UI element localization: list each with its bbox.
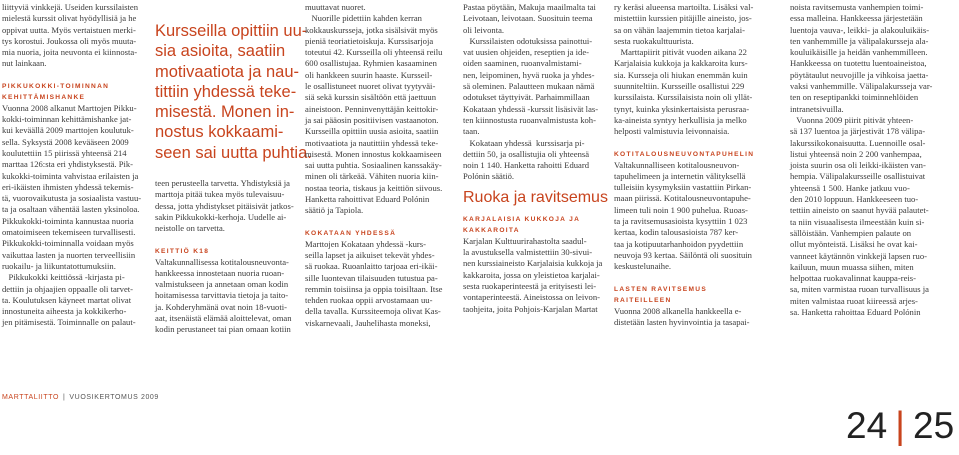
text-line: ollut myönteistä. Lisäksi he ovat kai-	[790, 239, 918, 250]
text-line: ruokailu- ja liikuntatottumuksiin.	[2, 260, 116, 271]
text-line: viskarnevaali, Jauhelihasta moneksi,	[305, 317, 431, 328]
text-line: kertaa, kodin talousasioista 787 ker-	[614, 227, 739, 238]
text-line: Hanketta rahoittivat Eduard Polónin	[305, 194, 430, 205]
text-line: ta ja osaltaan vähentää lasten yksinoloa.	[2, 204, 140, 215]
text-line: miten valmistaa ruoat kiireessä arjes-	[790, 295, 918, 306]
column-2	[155, 2, 312, 336]
text-line: marttaa 126:sta eri yhdistyksestä. Pik-	[2, 159, 134, 170]
column-3	[305, 2, 453, 329]
text-line: pieniä teoriatietoiskuja. Kurssisarjoja	[305, 35, 434, 46]
text-line: ka-aineista syntyy herkullisia ja melko	[614, 114, 747, 125]
col1-top-text	[2, 2, 150, 70]
text-line: tulleisiin kysymyksiin vastattiin Pirkan-	[614, 182, 752, 193]
text-line: sällöistään. Vanhempien palaute on	[790, 227, 912, 238]
col6-body-text	[790, 2, 946, 318]
text-line: taa ja kotipuutarhanhoidon pyydettiin	[614, 238, 744, 249]
text-line: tittiin yhdessä teke-	[155, 82, 297, 101]
text-line: ta niin visuaalisesta ilmeestään kuin si-	[790, 216, 925, 227]
text-line: liittyviä vinkkejä. Useiden kurssilaisten	[2, 2, 139, 12]
text-line: sesta ruokakulttuurista.	[614, 35, 694, 46]
text-line: vaikuttaa lasten ja nuorten terveellisiin	[2, 249, 136, 260]
text-line: nen kurssiaineisto Karjalaisia kukkoja ja	[463, 258, 603, 269]
text-line: Valtakunnalliseen kotitalousneuvon-	[614, 159, 740, 170]
text-line: ten vanhemmille ja välipalakursseja ala-	[790, 35, 929, 46]
text-line: luentoja vauva-, leikki- ja alakouluikäis-	[790, 24, 930, 35]
text-line: oli leivonta.	[463, 24, 505, 35]
text-line: Kursseilla opittiin uusia asioita, saatiin	[305, 126, 439, 137]
text-line: pöytätaulut neuvojille ja vihkoisa jaetta-	[790, 69, 929, 80]
text-line: Kursseilla opittiin uu-	[155, 22, 308, 40]
col2-body-text-b	[155, 257, 301, 336]
col5-body-text-b	[614, 160, 762, 273]
text-line: neuvoja 93 kertaa. Säilöntä oli suosituin	[614, 249, 752, 260]
text-line: motivaatiota ja nautittiin yhdessä teke-	[305, 137, 439, 148]
text-line: mia nuoria, joita neuvonta ei kiinnosta-	[2, 47, 138, 58]
text-line: kokki-toiminnan kehittämishanke jat-	[2, 114, 132, 125]
text-line: taohjeita, joita Pohjois-Karjalan Martat	[463, 303, 598, 314]
text-line: oli hankkeen suurin haaste. Kursseil-	[305, 69, 433, 80]
footer-separator: |	[62, 394, 66, 401]
text-line: intranetsivuilla.	[790, 103, 844, 114]
text-line: misestä. Monen in-	[155, 103, 295, 122]
text-line: seen sai uutta puhtia.	[155, 143, 312, 162]
text-line: taan.	[463, 126, 480, 137]
text-line: sa. Hanketta rahoittaa Eduard Polónin	[790, 307, 921, 318]
text-line: sia. Kursseja oli hiukan enemmän kuin	[614, 69, 748, 80]
text-line: vat uusien ohjeiden, reseptien ja ide-	[463, 47, 589, 58]
text-line: nut lainkaan.	[2, 58, 47, 69]
text-line: maan piirissä. Kotitalousneuvontapuhe-	[614, 193, 751, 204]
text-line: hankkeessa innostetaan nuoria ruoan-	[155, 267, 285, 278]
text-line: sä oleminen. Palautteen mukaan nämä	[463, 81, 595, 92]
text-line: neistolle on tarvetta.	[155, 223, 225, 234]
text-line: teen perusteella tarvetta. Yhdistyksiä ja	[155, 178, 290, 189]
text-line: minen oli tärkeää. Vähiten nuoria kiin-	[305, 171, 439, 182]
text-line: siä sekä kurssin sisältöön että jaettuun	[305, 92, 437, 103]
text-line: motivaatiota ja nau-	[155, 62, 299, 81]
text-line: mistettiin kurssien pitäjille aineisto, jos-	[614, 13, 752, 24]
text-line: Kokataan yhdessä kurssisarja pi-	[463, 137, 585, 148]
karjalaisia-heading: KARJALAISIA KUKKOJA JA KAKKAROITA	[463, 215, 580, 234]
text-line: dessa, jotta yhdistykset pitäisivät jatkos-	[155, 200, 294, 211]
text-line: hempia. Välipalakursseille osallistuivat	[790, 171, 926, 182]
text-line: la avustuksella valmistettiin 30-sivui-	[463, 247, 593, 258]
text-line: sa on vähän laajemmin tietoa karjalai-	[614, 24, 746, 35]
col3-body-text-b	[305, 239, 453, 329]
page-numbers	[846, 406, 954, 446]
footer-report: VUOSIKERTOMUS 2009	[69, 394, 159, 401]
text-line: sille luontevan tilaisuuden tutustua pa-	[305, 272, 438, 283]
text-line: mielestä kurssit olivat hyödyllisiä ja he	[2, 13, 137, 24]
text-line: Marttojen Kokataan yhdessä -kurs-	[305, 238, 426, 249]
text-line: Vuonna 2008 alkanella hankkeella e-	[614, 305, 742, 316]
text-line: kakkaroita, jossa on yleistietoa karjalai-	[463, 269, 600, 280]
text-line: tettiin aineisto on saanut hyvää palautet-	[790, 205, 929, 216]
column-4	[463, 2, 610, 315]
text-line: yhteensä 1 500. Hanke jatkuu vuo-	[790, 182, 910, 193]
text-line: hoitamisessa tarvittavia tietoja ja taito-	[155, 290, 289, 301]
text-line: eri-ikäisten ihmisten yhdessä tekemis-	[2, 181, 134, 192]
text-line: koulutettiin 15 piirissä yhteensä 214	[2, 147, 127, 158]
text-line: muuttavat nuoret.	[305, 2, 366, 12]
text-line: sai uutta puhtia. Sosiaalinen kanssakäy-	[305, 160, 442, 171]
footer	[2, 394, 159, 401]
text-line: Karjalaisia kukkoja ja kakkaroita kurs-	[614, 58, 748, 69]
col4-body-text-b	[463, 236, 610, 315]
text-line: sa, miten varmistaa ruoan turvallisuus ja	[790, 284, 929, 295]
col5-body-text-c	[614, 306, 762, 329]
text-line: keskustelunaihe.	[614, 261, 672, 272]
text-line: Pastaa pöytään, Makuja maailmalta tai	[463, 2, 596, 12]
pikkukokki-heading: PIKKUKOKKI-TOIMINNAN KEHITTÄMISHANKE	[2, 82, 110, 101]
text-line: Kokataan yhdessä -kurssit lisäsivät las-	[463, 103, 599, 114]
text-line: tapuhelimeen ja internetin välityksellä	[614, 170, 746, 181]
text-line: kukokki-toiminta vahvistaa erilaisten ja	[2, 170, 139, 181]
text-line: oiden saaminen, ruoanvalmistami-	[463, 58, 582, 69]
text-line: innostuneita aiheesta ja kokkikerho-	[2, 306, 127, 317]
text-line: 600 osallistujaa. Ryhmien kasaaminen	[305, 58, 437, 69]
text-line: vanneet käytännön vinkkejä lapsen ruo-	[790, 250, 927, 261]
text-line: ry keräsi alueensa martoilta. Lisäksi val-	[614, 2, 754, 12]
text-line: oppivat uutta. Myös vertaistuen merki-	[2, 24, 136, 35]
text-line: ja. Kohderyhmänä ovat noin 18-vuoti-	[155, 301, 287, 312]
text-line: noista ravitsemusta vanhempien toimi-	[790, 2, 924, 12]
page-number-left: 24	[846, 405, 888, 446]
text-line: Kurssilaisten odotuksissa painottui-	[463, 35, 593, 46]
kokataan-heading: KOKATAAN YHDESSÄ	[305, 229, 397, 237]
text-line: Marttapiirit pitivät vuoden aikana 22	[614, 47, 747, 58]
text-line: essa malleina. Hankkeessa järjestetään	[790, 13, 923, 24]
text-line: valmistukseen ja annetaan oman kodin	[155, 279, 289, 290]
text-line: Pikkukokki keittiössä -kirjasta pi-	[2, 272, 125, 283]
text-line: Vuonna 2008 alkanut Marttojen Pikku-	[2, 102, 137, 113]
text-line: remmin toisiinsa ja oppia toisiltaan. Itse	[305, 283, 443, 294]
col5-body-text-a	[614, 2, 762, 138]
page-number-separator: |	[895, 405, 906, 447]
text-line: Pikkukokki-toiminta kannustaa nuoria	[2, 215, 134, 226]
text-line: seilla lapset ja aikuiset tekevät yhdes-	[305, 249, 435, 260]
text-line: ten kiinnostusta ruoanvalmistusta koh-	[463, 114, 596, 125]
text-line: Pikkukokki-toiminnalla voidaan myös	[2, 238, 134, 249]
text-line: sesta ruokaperinteestä ja erityisesti lei-	[463, 280, 597, 291]
text-line: omatoimiseen tekemiseen turvallisesti.	[2, 227, 136, 238]
text-line: dettiin 50, ja osallistujia oli yhteensä	[463, 148, 590, 159]
text-line: vontaperinteestä. Aineistossa on leivon-	[463, 292, 600, 303]
text-line: toteutui 42. Kursseilla oli yhteensä reilu	[305, 47, 443, 58]
text-line: tynyt, kuinka yksinkertaisista perusraa-	[614, 103, 750, 114]
text-line: Karjalan Kulttuurirahastolta saadul-	[463, 235, 587, 246]
col4-body-text-a	[463, 2, 610, 183]
text-line: tehden ruokaa oppii arvostamaan uu-	[305, 295, 433, 306]
text-line: noin 1 140. Hanketta rahoitti Eduard	[463, 160, 590, 171]
text-line: misestä. Monen innostus kokkaamiseen	[305, 148, 442, 159]
text-line: aineistoon. Penninvenyttäjän keittokir-	[305, 103, 439, 114]
text-line: sakin Pikkukokki-kerhoja. Uudelle ai-	[155, 211, 287, 222]
text-line: lakurssikokonaisuutta. Luennoille osal-	[790, 137, 926, 148]
page-number-right: 25	[913, 405, 955, 446]
text-line: nostaa teoria, tiskaus ja keittiön siivous.	[305, 182, 443, 193]
text-line: sia asioita, saatiin	[155, 42, 286, 61]
text-line: le osallistuneet nuoret olivat tyytyväi-	[305, 81, 436, 92]
text-line: kui keväällä 2009 marttojen koulutuk-	[2, 125, 134, 136]
text-line: dettiin ja ohjaajien oppaalle oli tarvet-	[2, 283, 134, 294]
text-line: Valtakunnallisessa kotitalousneuvonta-	[155, 256, 289, 267]
text-line: della tavalla. Kurssiteemoja olivat Kas-	[305, 306, 441, 317]
col1-body-text	[2, 103, 150, 329]
text-line: Hankkeessa on tuotettu luentoaineistoa,	[790, 58, 927, 69]
text-line: Polónin säätiö.	[463, 171, 515, 182]
footer-org: MARTTALIITTO	[2, 394, 59, 401]
text-line: kokkauskursseja, jotka sisälsivät myös	[305, 24, 438, 35]
text-line: distetään lasten hyvinvointia ja tasapai-	[614, 316, 750, 327]
pull-quote	[155, 21, 312, 163]
text-line: kodin perustaneet tai pian omaan kotiin	[155, 324, 291, 335]
text-line: tä, vuorovaikutusta ja sosiaalista vastuu-	[2, 193, 142, 204]
text-line: säätiö ja Tapiola.	[305, 205, 364, 216]
text-line: limeen tuli noin 1 900 puhelua. Ruoas-	[614, 204, 748, 215]
column-5	[614, 2, 762, 328]
text-line: sä 137 luentoa ja järjestivät 178 välipa-	[790, 126, 926, 137]
lasten-ravitsemus-heading: LASTEN RAVITSEMUS RAITEILLEEN	[614, 285, 708, 304]
text-line: odotukset täyttyivät. Parhaimmillaan	[463, 92, 590, 103]
column-1	[2, 2, 150, 329]
text-line: den 2010 loppuun. Hankkeeseen tuo-	[790, 194, 919, 205]
text-line: kurssilaista. Kurssilaisista noin oli yllät-	[614, 92, 753, 103]
text-line: kouluikäisille ja heidän vanhemmilleen.	[790, 47, 928, 58]
col3-body-text-a	[305, 2, 453, 217]
keittio-heading: KEITTIÖ K18	[155, 247, 210, 255]
kotitalous-heading: KOTITALOUSNEUVONTAPUHELIN	[614, 150, 755, 158]
text-line: tys korostui. Joukossa oli myös muuta-	[2, 35, 137, 46]
text-line: helposti valmistuvia leivonnaisia.	[614, 126, 730, 137]
text-line: sella. Syksystä 2008 kevääseen 2009	[2, 136, 129, 147]
text-line: aat, itsenäistä elämää aloittelevat, oman	[155, 313, 292, 324]
text-line: listui yhteensä noin 2 200 vanhempaa,	[790, 148, 922, 159]
text-line: ten on reseptipankki toiminnehlöiden	[790, 92, 919, 103]
text-line: nen, leipominen, hyvä ruoka ja yhdes-	[463, 69, 595, 80]
text-line: marttoja pitää tukea myös tulevaisuu-	[155, 189, 285, 200]
text-line: vaksi vanhemmille. Välipalakursseja var-	[790, 81, 933, 92]
column-6	[790, 2, 946, 318]
text-line: helpottaa ruokavalinnat kauppa-reis-	[790, 273, 916, 284]
text-line: Leivotaan, leivotaan. Suosituin teema	[463, 13, 593, 24]
text-line: nostus kokkaami-	[155, 123, 284, 142]
text-line: ta. Koulutuksen käyneet martat olivat	[2, 294, 132, 305]
col2-body-text-a	[155, 178, 301, 234]
text-line: suunniteltiin. Kursseille osallistui 229	[614, 81, 745, 92]
text-line: kailuun, muun muassa siihen, miten	[790, 261, 914, 272]
text-line: sä ruokaa. Ruoanlaitto tarjoaa eri-ikäi-	[305, 261, 438, 272]
text-line: ja sai pääosin positiivisen vastaanoton.	[305, 114, 439, 125]
text-line: Vuonna 2009 piirit pitivät yhteen-	[790, 114, 914, 125]
section-title: Ruoka ja ravitsemus	[463, 188, 608, 206]
text-line: Nuorille pidettiin kahden kerran	[305, 13, 422, 24]
text-line: joista suurin osa oli leikki-ikäisten van-	[790, 160, 926, 171]
text-line: jen pitämisestä. Toiminnalle on palaut-	[2, 317, 136, 328]
text-line: ta ja ravitsemusasioista kysyttiin 1 023	[614, 216, 748, 227]
